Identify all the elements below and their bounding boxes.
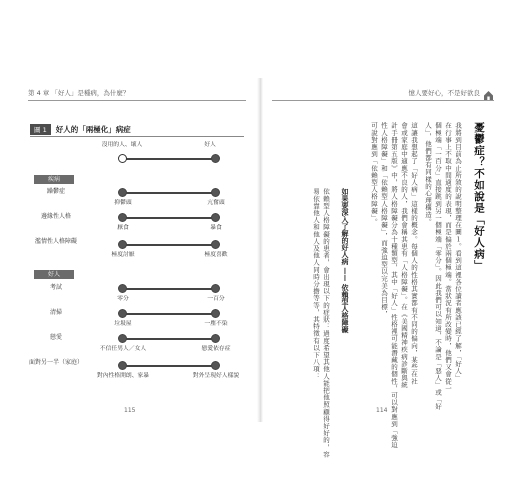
scale-row bbox=[118, 309, 220, 319]
scale-bar bbox=[123, 365, 215, 367]
scale-dot-left bbox=[118, 188, 127, 197]
scale-right-label: 一百分 bbox=[207, 296, 225, 302]
scale-right-label: 暴食 bbox=[210, 225, 222, 231]
section-title: 憂鬱症？不如說是「好人病」 bbox=[473, 122, 485, 272]
scale-dot-right bbox=[211, 309, 220, 318]
top-label-left: 沒用的人、壞人 bbox=[101, 142, 143, 148]
row-label: 躁鬱症 bbox=[46, 188, 65, 195]
row-label: 邊緣性人格 bbox=[40, 213, 71, 220]
scale-bar bbox=[123, 192, 215, 194]
body-column: 在行事上不取中間適度的表現，而是偏於兩個極端。當狀況有所改變時，他們又會從一 bbox=[444, 122, 452, 392]
section-label-good-person: 好人 bbox=[34, 270, 74, 279]
scale-bar bbox=[123, 338, 215, 340]
scale-dot-right bbox=[211, 154, 220, 163]
book-gutter bbox=[257, 78, 263, 422]
scale-dot-left bbox=[118, 213, 127, 222]
subheading: 如果要深入了解的好人病 —— 依賴型人格障礙 bbox=[341, 188, 349, 333]
body-column: 可說對應到「依賴型人格障礙」。 bbox=[370, 122, 378, 226]
book-spread bbox=[18, 78, 502, 458]
scale-right-label: 一塵不染 bbox=[204, 321, 228, 327]
scale-row bbox=[118, 361, 220, 371]
scale-bar bbox=[123, 313, 215, 315]
body-column: 這讓我想起了「好人病」這樣的概念。每個人的性格其實都有不同的偏向，某些在社 bbox=[410, 122, 418, 385]
scale-row bbox=[118, 284, 220, 294]
scale-bar bbox=[123, 288, 215, 290]
page-number-right: 114 bbox=[376, 407, 388, 414]
scale-left-label: 對內性格開朗、家暴 bbox=[96, 373, 150, 379]
scale-right-label: 亢奮頭 bbox=[207, 200, 225, 206]
header-rule bbox=[272, 100, 494, 101]
scale-bar bbox=[123, 217, 215, 219]
scale-left-label: 垃圾屋 bbox=[114, 321, 132, 327]
top-label-right: 好人 bbox=[204, 142, 216, 148]
scale-right-label: 戀愛依存症 bbox=[201, 346, 231, 352]
scale-right-label: 對外呈現好人樣貌 bbox=[192, 373, 240, 379]
scale-right-label: 極度喜歡 bbox=[204, 252, 228, 258]
row-label: 考試 bbox=[49, 284, 62, 291]
scale-dot-left bbox=[118, 154, 127, 163]
scale-dot-left bbox=[118, 334, 127, 343]
scale-row bbox=[118, 240, 220, 250]
scale-dot-left bbox=[118, 240, 127, 249]
figure-title: 好人的「兩極化」病症 bbox=[55, 125, 131, 134]
scale-dot-right bbox=[211, 188, 220, 197]
house-icon bbox=[483, 86, 494, 105]
scale-row bbox=[118, 188, 220, 198]
row-label: 戀愛 bbox=[49, 334, 62, 341]
scale-left-label: 抑鬱頭 bbox=[114, 200, 132, 206]
header-rule bbox=[28, 100, 246, 101]
body-column: 計手冊第五版》中，將人格障礙分為十種類型，其中「好人」性格裡可能潛藏的個性，可以對應到「強迫 bbox=[390, 122, 398, 449]
scale-left-label: 不信任男人／女人 bbox=[99, 346, 147, 352]
scale-left-label: 厭食 bbox=[117, 225, 129, 231]
body-column: 依賴型人格障礙的患者，會出現以下的症狀：過度希望其他人能把他照顧得好好的，容 bbox=[322, 188, 330, 458]
figure-rule bbox=[30, 136, 244, 137]
row-label: 面對另一半（家庭） bbox=[28, 359, 83, 366]
scale-row bbox=[118, 334, 220, 344]
scale-bar bbox=[123, 244, 215, 246]
right-page-header: 憶人要好心，不是好欲良 bbox=[408, 89, 480, 97]
scale-dot-left bbox=[118, 284, 127, 293]
scale-left-label: 零分 bbox=[117, 296, 129, 302]
row-label: 清掃 bbox=[49, 309, 62, 316]
scale-dot-right bbox=[211, 240, 220, 249]
body-column: 我將到目前為止所敘的說明整理在圖１。看到這裡各位讀者應該已經了解，「好人」 bbox=[454, 122, 462, 382]
scale-dot-right bbox=[211, 213, 220, 222]
scale-row bbox=[118, 213, 220, 223]
right-page bbox=[264, 78, 502, 458]
body-column: 個極端「一百分」直接跳到另一個極端「零分」。因此我們可以知道，不論是「惡人」或「好 bbox=[434, 122, 442, 410]
row-label: 濫情性人格障礙 bbox=[34, 238, 77, 245]
scale-dot-right bbox=[211, 361, 220, 370]
scale-dot-right bbox=[211, 284, 220, 293]
scale-dot-right bbox=[211, 334, 220, 343]
figure-heading bbox=[30, 124, 131, 135]
body-column: 會或家庭中適應不良的人，我們會稱其患有「人格障礙」。在《美國精神疾病診斷與統 bbox=[400, 122, 408, 389]
scale-reference bbox=[118, 154, 220, 164]
left-page-header: 第 4 章 「好人」是種病，為什麼？ bbox=[28, 89, 130, 97]
scale-bar bbox=[123, 158, 215, 160]
page-number-left: 115 bbox=[124, 407, 136, 414]
section-label-illness: 疾病 bbox=[34, 175, 74, 184]
left-page bbox=[18, 78, 256, 422]
scale-dot-left bbox=[118, 361, 127, 370]
scale-dot-left bbox=[118, 309, 127, 318]
scale-left-label: 極度討厭 bbox=[111, 252, 135, 258]
figure-tag: 圖 1 bbox=[30, 124, 51, 135]
body-column: 人」，他們都有同樣的心理構造。 bbox=[424, 122, 432, 226]
body-column: 性人格障礙」和「依賴型人格障礙」，而強迫型以完美為目標， bbox=[380, 122, 388, 318]
body-column: 易依靠他人和他人及他人同時分擔等等，其特徵有以下八項： bbox=[312, 188, 320, 380]
